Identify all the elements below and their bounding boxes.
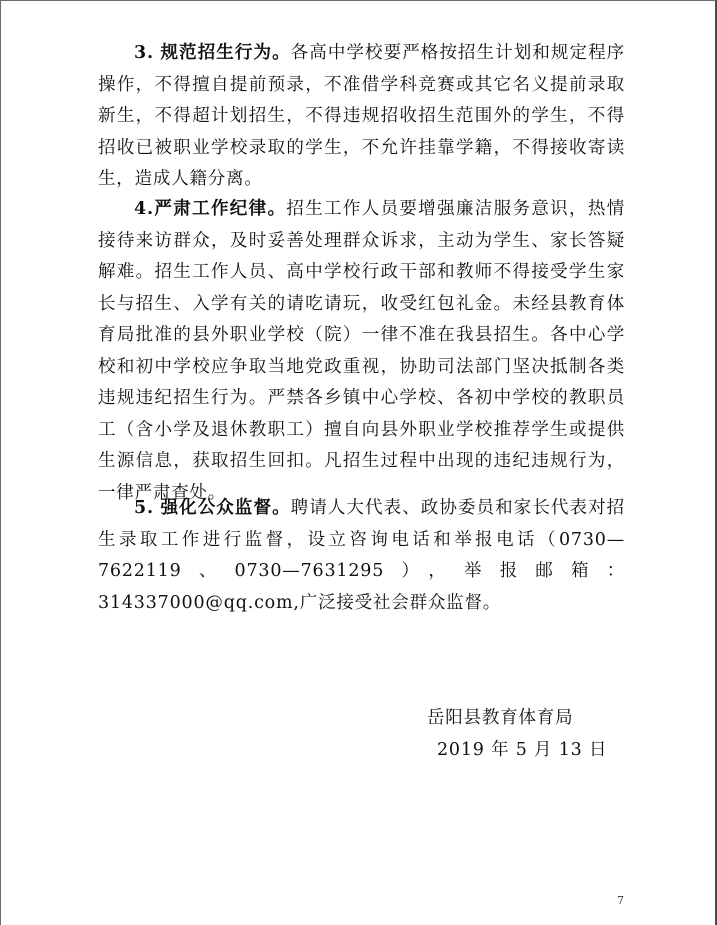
section-4-title: 严肃工作纪律。: [153, 199, 287, 219]
signature-organization: 岳阳县教育体育局: [427, 708, 574, 728]
section-5-body: 聘请人大代表、政协委员和家长代表对招生录取工作进行监督，设立咨询电话和举报电话（0730—7622119、0730—7631295），举报邮箱：314337000@qq.com,广泛接受社会群众监督。: [98, 498, 625, 613]
section-4-paragraph: [98, 194, 625, 509]
section-4-body: 招生工作人员要增强廉洁服务意识，热情接待来访群众，及时妥善处理群众诉求，主动为学生、家长答疑解难。招生工作人员、高中学校行政干部和教师不得接受学生家长与招生、入学有关的请吃请玩，收受红包礼金。未经县教育体育局批准的县外职业学校（院）一律不准在我县招生。各中心学校和初中学校应争取当地党政重视，协助司法部门坚决抵制各类违规违纪招生行为。严禁各乡镇中心学校、各初中学校的教职员工（含小学及退休教职工）擅自向县外职业学校推荐学生或提供生源信息，获取招生回扣。凡招生过程中出现的违纪违规行为，一律严肃查处。: [98, 199, 625, 503]
section-3-number: 3.: [134, 43, 154, 63]
section-5-paragraph: [98, 493, 625, 619]
section-3-paragraph: [98, 38, 625, 196]
section-3-body: 各高中学校要严格按招生计划和规定程序操作，不得擅自提前预录，不准借学科竞赛或其它名义提前录取新生，不得超计划招生，不得违规招收招生范围外的学生，不得招收已被职业学校录取的学生，不允许挂靠学籍，不得接收寄读生，造成人籍分离。: [98, 43, 625, 189]
page-number: 7: [617, 894, 624, 907]
section-5-title: 强化公众监督。: [160, 498, 291, 518]
section-4-number: 4.: [134, 199, 154, 219]
section-5-number: 5.: [134, 498, 154, 518]
section-3-title: 规范招生行为。: [160, 43, 291, 63]
signature-date: 2019 年 5 月 13 日: [437, 740, 608, 760]
